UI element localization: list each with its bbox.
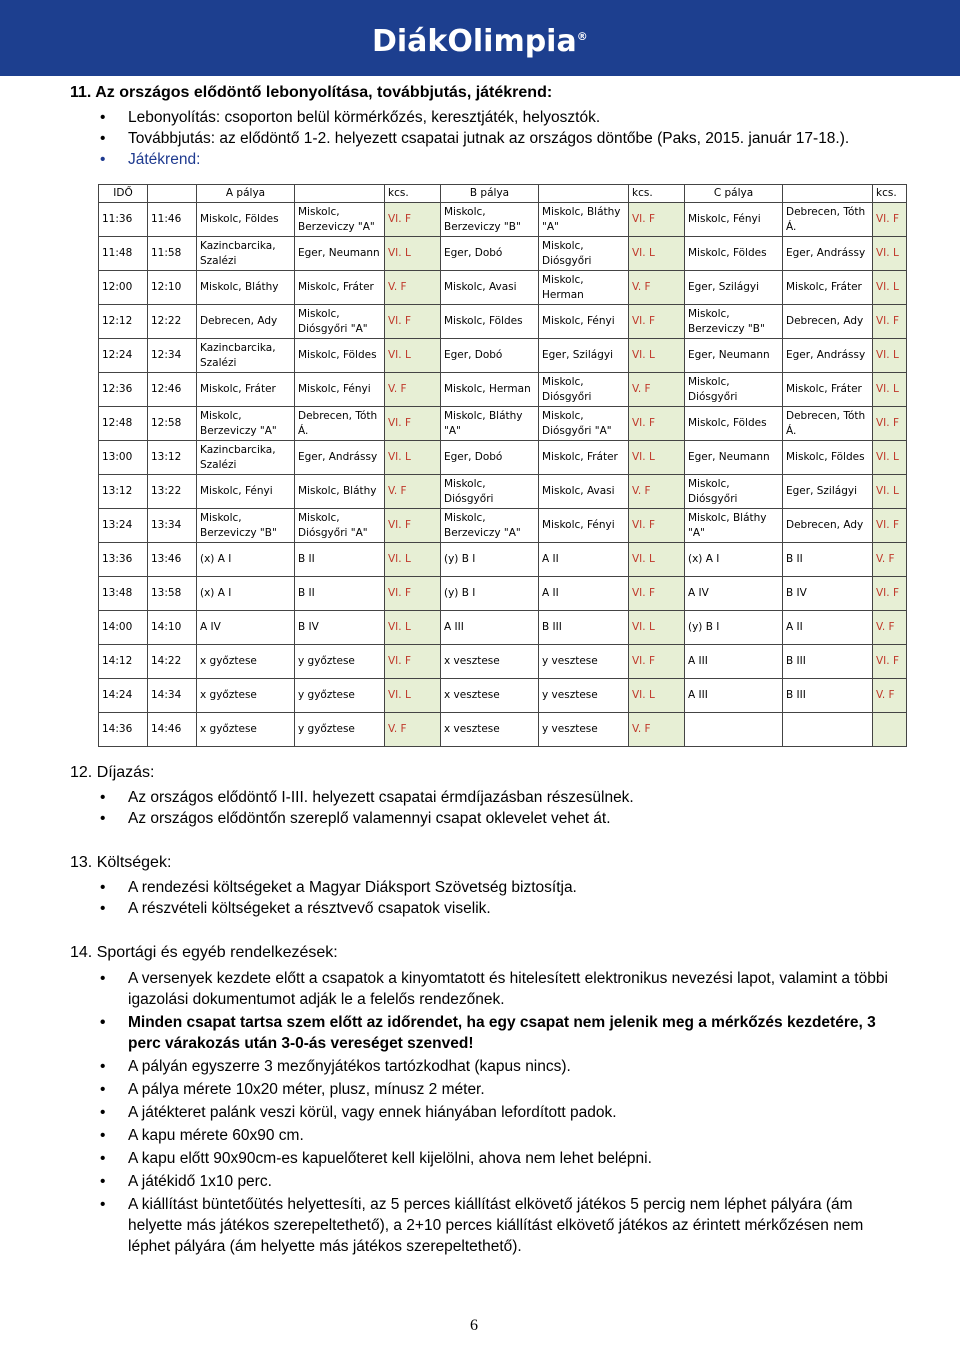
section-14-title: 14. Sportági és egyéb rendelkezések: — [70, 944, 338, 961]
schedule-table — [98, 184, 907, 747]
table-cell: y győztese — [295, 679, 385, 713]
table-cell: Miskolc, Fényi — [539, 509, 629, 543]
list-item: • A kapu mérete 60x90 cm. — [98, 1125, 898, 1146]
section-12-list — [98, 787, 918, 829]
table-cell: 14:46 — [148, 713, 197, 747]
table-cell: Miskolc, Fráter — [197, 373, 295, 407]
table-cell: y győztese — [295, 645, 385, 679]
table-cell: x vesztese — [441, 645, 539, 679]
table-cell: Eger, Dobó — [441, 237, 539, 271]
table-cell: 14:24 — [99, 679, 148, 713]
section-11-list — [98, 107, 918, 170]
list-item: • A részvételi költségeket a résztvevő csapatok viselik. — [98, 898, 918, 919]
category-cell: VI. F — [385, 407, 441, 441]
table-cell: x győztese — [197, 679, 295, 713]
category-cell: VI. L — [385, 237, 441, 271]
list-item: • Az országos elődöntőn szereplő valamennyi csapat oklevelet vehet át. — [98, 808, 918, 829]
table-cell: Eger, Szilágyi — [539, 339, 629, 373]
table-cell: A II — [539, 543, 629, 577]
table-cell: Eger, Andrássy — [783, 339, 873, 373]
table-cell: Miskolc, Földes — [783, 441, 873, 475]
table-row — [99, 271, 907, 305]
table-row — [99, 713, 907, 747]
table-row — [99, 237, 907, 271]
table-cell: Eger, Neumann — [685, 441, 783, 475]
category-cell: VI. F — [385, 203, 441, 237]
table-cell: Eger, Szilágyi — [685, 271, 783, 305]
table-cell: Kazincbarcika, Szalézi — [197, 237, 295, 271]
category-cell: V. F — [385, 373, 441, 407]
section-11-title: 11. Az országos elődöntő lebonyolítása, továbbjutás, játékrend: — [70, 84, 553, 101]
category-cell: VI. F — [629, 407, 685, 441]
table-cell: Debrecen, Tóth Á. — [783, 407, 873, 441]
category-cell: VI. L — [873, 475, 907, 509]
table-cell: Miskolc, Bláthy "A" — [685, 509, 783, 543]
column-header — [783, 185, 873, 203]
column-header: kcs. — [385, 185, 441, 203]
table-cell: Kazincbarcika, Szalézi — [197, 339, 295, 373]
table-cell: Debrecen, Ady — [783, 305, 873, 339]
table-cell: A IV — [685, 577, 783, 611]
table-cell: Miskolc, Fényi — [197, 475, 295, 509]
table-cell: 13:46 — [148, 543, 197, 577]
table-cell: A III — [441, 611, 539, 645]
table-cell: (y) B I — [441, 543, 539, 577]
table-cell: Miskolc, Földes — [295, 339, 385, 373]
category-cell: VI. F — [873, 305, 907, 339]
table-cell: 13:36 — [99, 543, 148, 577]
table-cell: x vesztese — [441, 713, 539, 747]
table-row — [99, 203, 907, 237]
list-item: • A játékidő 1x10 perc. — [98, 1171, 898, 1192]
table-cell: y győztese — [295, 713, 385, 747]
table-row — [99, 543, 907, 577]
table-cell: Kazincbarcika, Szalézi — [197, 441, 295, 475]
category-cell: VI. L — [629, 611, 685, 645]
category-cell: VI. F — [629, 305, 685, 339]
table-cell: 12:24 — [99, 339, 148, 373]
category-cell: VI. L — [873, 237, 907, 271]
table-cell: 14:10 — [148, 611, 197, 645]
table-cell: x győztese — [197, 713, 295, 747]
category-cell: VI. L — [385, 543, 441, 577]
table-row — [99, 407, 907, 441]
table-cell: Miskolc, Bláthy — [295, 475, 385, 509]
table-cell: Miskolc, Berzeviczy "B" — [441, 203, 539, 237]
table-cell: Miskolc, Földes — [441, 305, 539, 339]
table-cell: Eger, Andrássy — [783, 237, 873, 271]
category-cell: V. F — [385, 713, 441, 747]
column-header: B pálya — [441, 185, 539, 203]
table-row — [99, 441, 907, 475]
table-cell — [783, 713, 873, 747]
table-header-row — [99, 185, 907, 203]
table-cell: 14:12 — [99, 645, 148, 679]
section-13-list — [98, 877, 918, 919]
category-cell: VI. L — [629, 679, 685, 713]
table-cell: y vesztese — [539, 645, 629, 679]
table-cell: Miskolc, Diósgyőri "A" — [295, 509, 385, 543]
table-cell: Miskolc, Fráter — [783, 373, 873, 407]
table-cell: 12:00 — [99, 271, 148, 305]
table-cell: Eger, Neumann — [685, 339, 783, 373]
table-cell: Miskolc, Berzeviczy "A" — [197, 407, 295, 441]
table-cell: Miskolc, Bláthy "A" — [441, 407, 539, 441]
category-cell: V. F — [629, 475, 685, 509]
category-cell: V. F — [629, 271, 685, 305]
category-cell: VI. F — [873, 577, 907, 611]
category-cell: V. F — [873, 679, 907, 713]
list-item: • Továbbjutás: az elődöntő 1-2. helyezett csapatai jutnak az országos döntőbe (Paks, 2015. január 17-18.). — [98, 128, 918, 149]
table-cell: 13:34 — [148, 509, 197, 543]
category-cell: VI. F — [873, 509, 907, 543]
table-cell: Miskolc, Avasi — [539, 475, 629, 509]
table-cell: Miskolc, Diósgyőri — [685, 475, 783, 509]
category-cell: VI. F — [629, 203, 685, 237]
table-row — [99, 339, 907, 373]
table-cell: Miskolc, Fényi — [295, 373, 385, 407]
category-cell: VI. F — [873, 203, 907, 237]
table-cell: x vesztese — [441, 679, 539, 713]
table-row — [99, 373, 907, 407]
column-header — [295, 185, 385, 203]
table-cell: 11:58 — [148, 237, 197, 271]
table-cell: Miskolc, Fényi — [685, 203, 783, 237]
table-cell: 13:22 — [148, 475, 197, 509]
category-cell: VI. L — [629, 237, 685, 271]
table-cell: Eger, Andrássy — [295, 441, 385, 475]
table-cell: B III — [539, 611, 629, 645]
table-cell: 12:10 — [148, 271, 197, 305]
table-row — [99, 509, 907, 543]
table-cell: 14:34 — [148, 679, 197, 713]
header-banner — [0, 0, 960, 76]
table-cell: Miskolc, Földes — [197, 203, 295, 237]
table-cell: 12:22 — [148, 305, 197, 339]
table-cell: Miskolc, Diósgyőri — [539, 373, 629, 407]
category-cell: VI. F — [385, 509, 441, 543]
table-row — [99, 305, 907, 339]
category-cell: V. F — [385, 475, 441, 509]
column-header — [148, 185, 197, 203]
table-row — [99, 679, 907, 713]
category-cell: VI. F — [873, 407, 907, 441]
diakolimpia-logo: DiákOlimpia® — [372, 24, 588, 59]
table-cell: Debrecen, Ady — [783, 509, 873, 543]
table-cell: Debrecen, Ady — [197, 305, 295, 339]
list-item: • A pálya mérete 10x20 méter, plusz, mínusz 2 méter. — [98, 1079, 898, 1100]
category-cell: VI. L — [629, 339, 685, 373]
category-cell: VI. F — [385, 577, 441, 611]
table-cell: B IV — [295, 611, 385, 645]
category-cell: VI. F — [629, 509, 685, 543]
table-cell: 14:22 — [148, 645, 197, 679]
table-cell: (y) B I — [441, 577, 539, 611]
column-header — [539, 185, 629, 203]
table-cell: Miskolc, Diósgyőri "A" — [295, 305, 385, 339]
page-number: 6 — [470, 1317, 478, 1334]
table-cell: 14:00 — [99, 611, 148, 645]
column-header: A pálya — [197, 185, 295, 203]
category-cell: V. F — [873, 611, 907, 645]
list-item: • Lebonyolítás: csoporton belül körmérkőzés, keresztjáték, helyosztók. — [98, 107, 918, 128]
category-cell — [873, 713, 907, 747]
table-cell: Debrecen, Tóth Á. — [783, 203, 873, 237]
table-cell: 13:48 — [99, 577, 148, 611]
category-cell: VI. L — [873, 441, 907, 475]
category-cell: VI. L — [873, 373, 907, 407]
table-cell: 13:12 — [99, 475, 148, 509]
table-cell: y vesztese — [539, 679, 629, 713]
table-cell: B II — [295, 577, 385, 611]
list-item: • Az országos elődöntő I-III. helyezett csapatai érmdíjazásban részesülnek. — [98, 787, 918, 808]
section-14-list — [98, 968, 898, 1257]
table-cell: Miskolc, Fényi — [539, 305, 629, 339]
category-cell: V. F — [873, 543, 907, 577]
table-cell: Miskolc, Berzeviczy "A" — [441, 509, 539, 543]
table-row — [99, 645, 907, 679]
table-cell: 12:46 — [148, 373, 197, 407]
table-cell: Miskolc, Fráter — [295, 271, 385, 305]
table-cell: 12:12 — [99, 305, 148, 339]
category-cell: VI. L — [385, 679, 441, 713]
table-row — [99, 577, 907, 611]
category-cell: V. F — [629, 713, 685, 747]
table-cell: Miskolc, Diósgyőri — [539, 237, 629, 271]
table-cell: 12:48 — [99, 407, 148, 441]
table-cell: A III — [685, 645, 783, 679]
category-cell: VI. F — [629, 645, 685, 679]
category-cell: VI. L — [629, 441, 685, 475]
table-cell: 11:36 — [99, 203, 148, 237]
list-item: • Minden csapat tartsa szem előtt az időrendet, ha egy csapat nem jelenik meg a mérkőzés kezdetére, 3 perc várakozás után 3-0-ás vereséget szenved! — [98, 1012, 898, 1054]
table-cell: 11:48 — [99, 237, 148, 271]
category-cell: VI. F — [629, 577, 685, 611]
table-cell — [685, 713, 783, 747]
table-cell: Eger, Dobó — [441, 441, 539, 475]
table-cell: Miskolc, Bláthy — [197, 271, 295, 305]
table-cell: 12:34 — [148, 339, 197, 373]
category-cell: VI. L — [385, 441, 441, 475]
table-cell: A III — [685, 679, 783, 713]
table-cell: Eger, Neumann — [295, 237, 385, 271]
table-cell: Miskolc, Földes — [685, 237, 783, 271]
list-item: • A játékteret palánk veszi körül, vagy ennek hiányában lefordított padok. — [98, 1102, 898, 1123]
table-cell: 12:36 — [99, 373, 148, 407]
table-cell: Eger, Szilágyi — [783, 475, 873, 509]
section-12-title: 12. Díjazás: — [70, 764, 155, 781]
table-cell: B III — [783, 679, 873, 713]
list-item: • A versenyek kezdete előtt a csapatok a kinyomtatott és hitelesített elektronikus nevezési lapot, valamint a többi igazolási dokumentumot adják le a felelős rendezőnek. — [98, 968, 898, 1010]
section-13-title: 13. Költségek: — [70, 854, 172, 871]
table-cell: B IV — [783, 577, 873, 611]
category-cell: VI. L — [385, 611, 441, 645]
table-cell: Miskolc, Berzeviczy "B" — [685, 305, 783, 339]
table-cell: Miskolc, Diósgyőri — [685, 373, 783, 407]
table-cell: x győztese — [197, 645, 295, 679]
list-item: • A kiállítást büntetőütés helyettesíti, az 5 perces kiállítást elkövető játékos 5 percig nem léphet pályára (ám helyette más játékos szerepeltethető), a 2+10 perces kiállítást elkövető játékos az érintett mérkőzésen nem léphet pályára (ám helyette más játékos szerepeltethető). — [98, 1194, 898, 1257]
table-cell: Miskolc, Berzeviczy "B" — [197, 509, 295, 543]
table-cell: Miskolc, Diósgyőri — [441, 475, 539, 509]
list-item: • A rendezési költségeket a Magyar Diáksport Szövetség biztosítja. — [98, 877, 918, 898]
category-cell: VI. L — [385, 339, 441, 373]
table-cell: Miskolc, Herman — [539, 271, 629, 305]
table-cell: Debrecen, Tóth Á. — [295, 407, 385, 441]
table-cell: Miskolc, Herman — [441, 373, 539, 407]
table-cell: A II — [539, 577, 629, 611]
category-cell: VI. L — [629, 543, 685, 577]
table-cell: Miskolc, Diósgyőri "A" — [539, 407, 629, 441]
table-cell: Miskolc, Berzeviczy "A" — [295, 203, 385, 237]
table-cell: (x) A I — [685, 543, 783, 577]
list-item: • A pályán egyszerre 3 mezőnyjátékos tartózkodhat (kapus nincs). — [98, 1056, 898, 1077]
category-cell: V. F — [385, 271, 441, 305]
table-cell: 14:36 — [99, 713, 148, 747]
table-cell: 13:58 — [148, 577, 197, 611]
table-cell: Miskolc, Avasi — [441, 271, 539, 305]
category-cell: VI. F — [873, 645, 907, 679]
category-cell: VI. F — [385, 305, 441, 339]
table-cell: Miskolc, Földes — [685, 407, 783, 441]
table-cell: Miskolc, Fráter — [539, 441, 629, 475]
category-cell: VI. L — [873, 339, 907, 373]
table-row — [99, 475, 907, 509]
table-cell: Miskolc, Fráter — [783, 271, 873, 305]
table-cell: 13:00 — [99, 441, 148, 475]
column-header: C pálya — [685, 185, 783, 203]
table-cell: A II — [783, 611, 873, 645]
table-cell: A IV — [197, 611, 295, 645]
category-cell: VI. F — [385, 645, 441, 679]
table-cell: B II — [783, 543, 873, 577]
list-item: • Játékrend: — [98, 149, 918, 170]
table-cell: 12:58 — [148, 407, 197, 441]
column-header: IDŐ — [99, 185, 148, 203]
table-cell: (y) B I — [685, 611, 783, 645]
table-cell: Eger, Dobó — [441, 339, 539, 373]
table-cell: y vesztese — [539, 713, 629, 747]
list-item: • A kapu előtt 90x90cm-es kapuelőteret kell kijelölni, ahova nem lehet belépni. — [98, 1148, 898, 1169]
table-cell: 13:24 — [99, 509, 148, 543]
category-cell: VI. L — [873, 271, 907, 305]
table-cell: B II — [295, 543, 385, 577]
table-cell: Miskolc, Bláthy "A" — [539, 203, 629, 237]
table-cell: (x) A I — [197, 543, 295, 577]
table-cell: B III — [783, 645, 873, 679]
table-row — [99, 611, 907, 645]
table-cell: (x) A I — [197, 577, 295, 611]
table-cell: 11:46 — [148, 203, 197, 237]
column-header: kcs. — [629, 185, 685, 203]
column-header: kcs. — [873, 185, 907, 203]
table-cell: 13:12 — [148, 441, 197, 475]
category-cell: V. F — [629, 373, 685, 407]
